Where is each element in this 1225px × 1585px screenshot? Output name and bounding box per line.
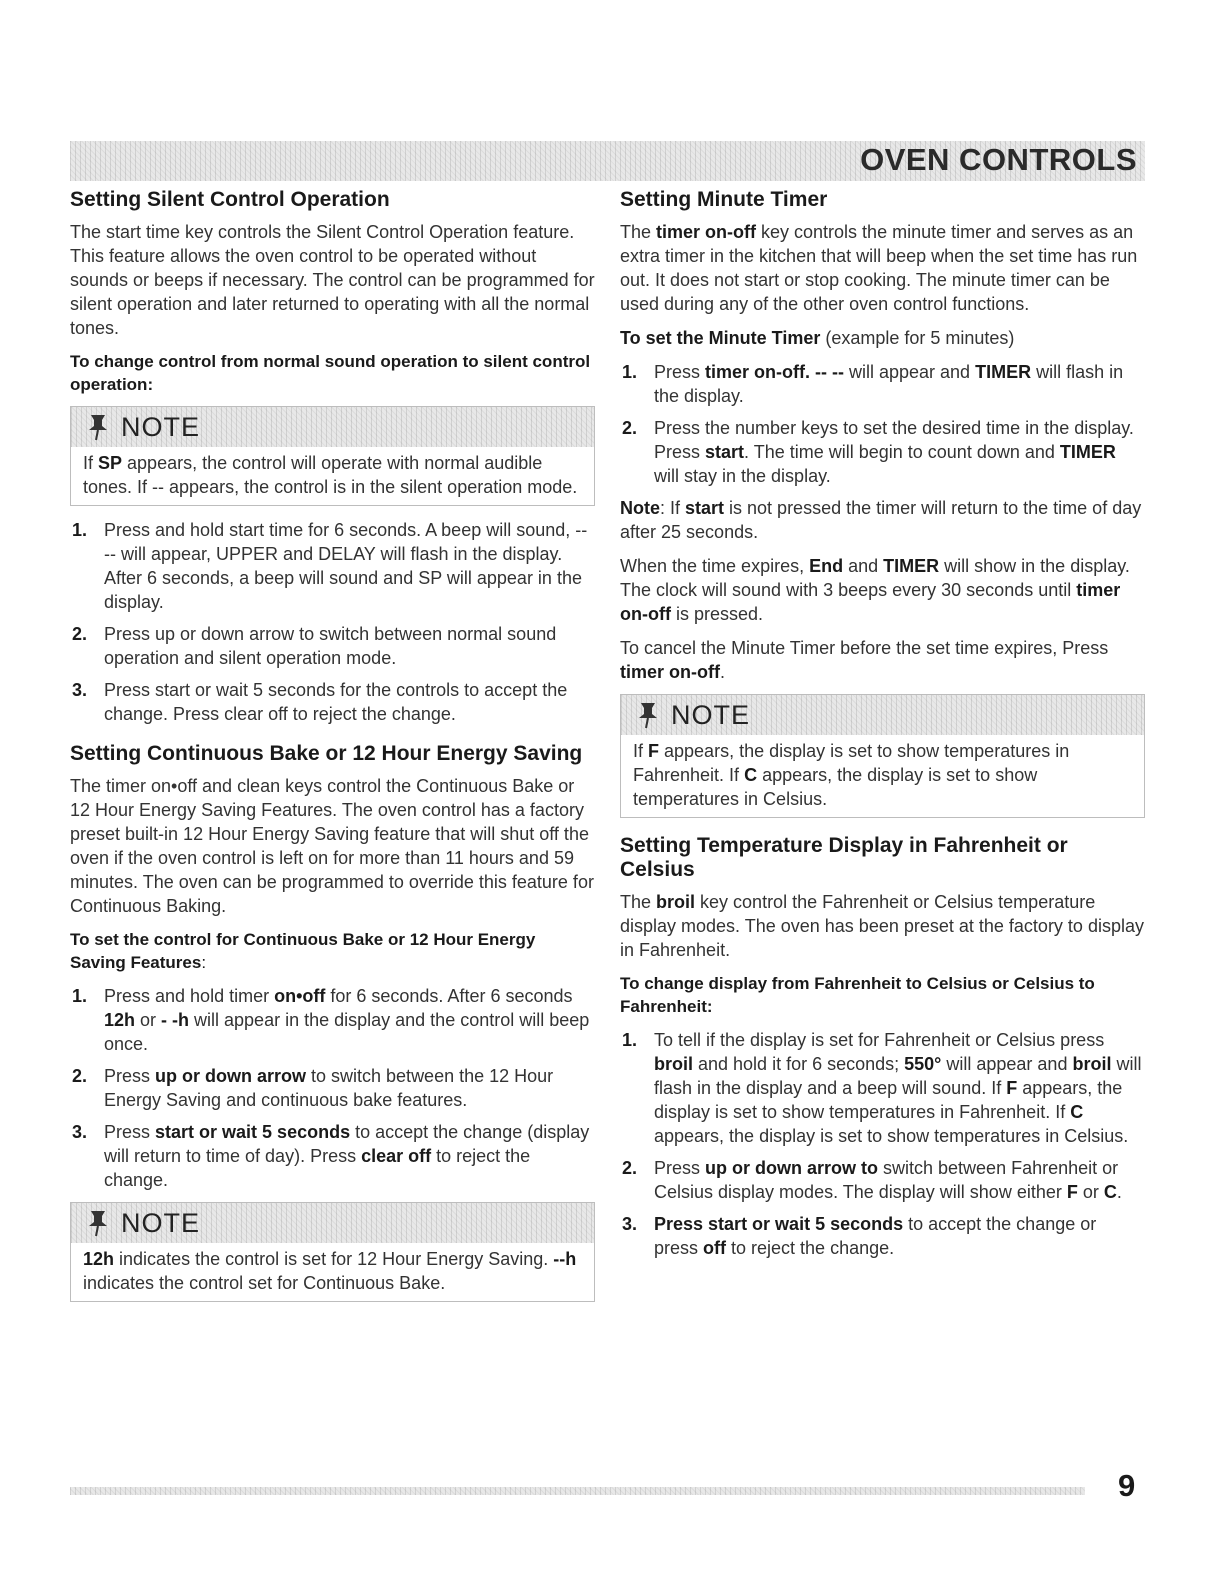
note-text: If F appears, the display is set to show temperatures in Fahrenheit. If C appears, the display is set to show temperatures in Celsius. (621, 735, 1144, 817)
list-item: 2. Press up or down arrow to switch between Fahrenheit or Celsius display modes. The display will show either F or C. (622, 1158, 1122, 1202)
list-item: 3. Press start or wait 5 seconds to accept the change (display will return to time of day). Press clear off to reject the change. (72, 1122, 590, 1190)
silent-control-steps (70, 518, 595, 726)
page-number: 9 (1118, 1468, 1136, 1503)
timer-expires-paragraph: When the time expires, End and TIMER will show in the display. The clock will sound with 3 beeps every 30 seconds until timer on-off is pressed. (620, 556, 1130, 624)
list-item: 1. Press and hold start time for 6 seconds. A beep will sound, -- -- will appear, UPPER and DELAY will flash in the display. After 6 seconds, a beep will sound and SP will appear in the display. (72, 520, 588, 612)
temperature-display-intro: The broil key control the Fahrenheit or Celsius temperature display modes. The oven has been preset at the factory to display in Fahrenheit. (620, 892, 1144, 960)
list-item: 1. Press and hold timer on•off for 6 seconds. After 6 seconds 12h or - -h will appear in the display and the control will beep once. (72, 986, 590, 1054)
list-item: 2. Press up or down arrow to switch between the 12 Hour Energy Saving and continuous bake features. (72, 1066, 554, 1110)
heading-continuous-bake: Setting Continuous Bake or 12 Hour Energy Saving (70, 742, 583, 765)
note-box-fahrenheit (620, 694, 1145, 818)
timer-cancel-paragraph: To cancel the Minute Timer before the set time expires, Press timer on-off. (620, 638, 1109, 682)
list-item: 3. Press start or wait 5 seconds to accept the change or press off to reject the change. (622, 1214, 1097, 1258)
note-label: NOTE (121, 1208, 201, 1238)
silent-control-subheading: To change control from normal sound operation to silent control operation: (70, 352, 591, 394)
note-text: 12h indicates the control is set for 12 Hour Energy Saving. --h indicates the control set for Continuous Bake. (71, 1243, 594, 1301)
temperature-display-subheading: To change display from Fahrenheit to Celsius or Celsius to Fahrenheit: (620, 974, 1095, 1016)
pushpin-icon (85, 1208, 111, 1238)
continuous-bake-subheading: To set the control for Continuous Bake or 12 Hour Energy Saving Features: (70, 930, 536, 972)
continuous-bake-intro: The timer on•off and clean keys control the Continuous Bake or 12 Hour Energy Saving Features. The oven control has a factory preset built-in 12 Hour Energy Saving feature that will shut off the oven if the oven control is left on for more than 11 hours and 59 minutes. The oven can be programmed to override this feature for Continuous Baking. (70, 776, 594, 916)
note-label: NOTE (121, 412, 201, 442)
silent-control-intro: The start time key controls the Silent Control Operation feature. This feature allows the oven control to be operated without sounds or beeps if necessary. The control can be programmed for silent operation and later returned to operating with all the normal tones. (70, 222, 595, 338)
list-item: 1. To tell if the display is set for Fahrenheit or Celsius press broil and hold it for 6 seconds; 550° will appear and broil will flash in the display and a beep will sound. If F appears, the display is set to show temperatures in Fahrenheit. If C appears, the display is set to show temperatures in Celsius. (622, 1030, 1142, 1146)
right-column (620, 188, 1145, 1268)
pushpin-icon (85, 412, 111, 442)
continuous-bake-steps (70, 984, 595, 1192)
note-header (71, 1203, 594, 1243)
note-text: If SP appears, the control will operate with normal audible tones. If -- appears, the control is in the silent operation mode. (71, 447, 594, 505)
note-box-energy-saving (70, 1202, 595, 1302)
section-banner (70, 141, 1145, 181)
heading-temperature-display: Setting Temperature Display in Fahrenheit or Celsius (620, 834, 1068, 881)
heading-minute-timer: Setting Minute Timer (620, 188, 828, 211)
minute-timer-steps (620, 360, 1145, 488)
note-label: NOTE (671, 700, 751, 730)
note-box-silent (70, 406, 595, 506)
list-item: 2. Press up or down arrow to switch between normal sound operation and silent operation mode. (72, 624, 557, 668)
footer-bar (70, 1487, 1085, 1495)
note-header (71, 407, 594, 447)
section-title: OVEN CONTROLS (860, 142, 1137, 177)
list-item: 2. Press the number keys to set the desired time in the display. Press start. The time will begin to count down and TIMER will stay in the display. (622, 418, 1134, 486)
left-column (70, 188, 595, 1314)
list-item: 1. Press timer on-off. -- -- will appear and TIMER will flash in the display. (622, 362, 1124, 406)
temperature-display-steps (620, 1028, 1145, 1260)
list-item: 3. Press start or wait 5 seconds for the controls to accept the change. Press clear off to reject the change. (72, 680, 568, 724)
minute-timer-subheading: To set the Minute Timer (example for 5 minutes) (620, 328, 1015, 348)
heading-silent-control: Setting Silent Control Operation (70, 188, 390, 211)
minute-timer-intro: The timer on-off key controls the minute timer and serves as an extra timer in the kitchen that will beep when the set time has run out. It does not start or stop cooking. The minute timer can be used during any of the other oven control functions. (620, 222, 1138, 314)
timer-note-paragraph: Note: If start is not pressed the timer will return to the time of day after 25 seconds. (620, 498, 1142, 542)
pushpin-icon (635, 700, 661, 730)
note-header (621, 695, 1144, 735)
